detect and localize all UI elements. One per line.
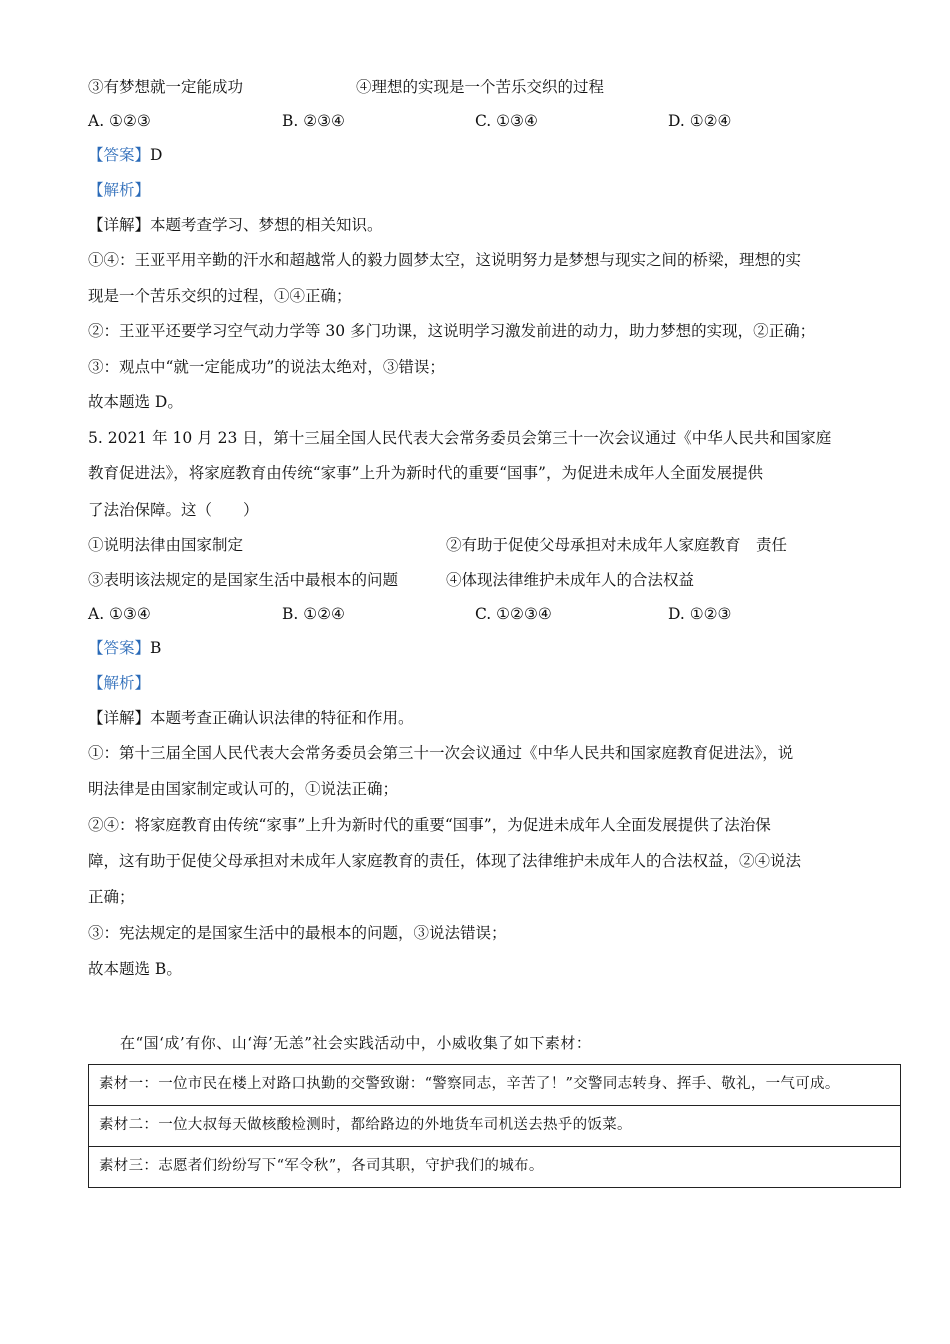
q5-choice-c: C. ①②③④ (475, 605, 552, 623)
materials-table (88, 1064, 901, 1188)
detail-text: 本题考查学习、梦想的相关知识。 (150, 216, 383, 234)
q4-detail-line: ②：王亚平还要学习空气动力学等 30 多门功课，这说明学习激发前进的动力，助力梦想的实现，②正确； (88, 322, 816, 340)
materials-intro: 在“国‘成’有你、山‘海’无恙”社会实践活动中，小威收集了如下素材： (120, 1034, 592, 1052)
q5-option-4: ④体现法律维护未成年人的合法权益 (446, 571, 695, 589)
q5-answer (88, 637, 161, 659)
q5-detail-line: ①：第十三届全国人民代表大会常务委员会第三十一次会议通过《中华人民共和国家庭教育促进法》，说 (88, 744, 794, 762)
table-row (89, 1065, 901, 1106)
detail-text: 本题考查正确认识法律的特征和作用。 (150, 709, 414, 727)
q4-detail-line: ①④：王亚平用辛勤的汗水和超越常人的毅力圆梦太空，这说明努力是梦想与现实之间的桥梁，理想的实 (88, 251, 802, 269)
q4-answer (88, 144, 162, 166)
q4-choice-a: A. ①②③ (88, 112, 151, 130)
table-row (89, 1106, 901, 1147)
q4-choice-c: C. ①③④ (475, 112, 538, 130)
q5-choice-a: A. ①③④ (88, 605, 151, 623)
q4-choice-b: B. ②③④ (282, 112, 345, 130)
q4-analysis-tag: 【解析】 (88, 181, 151, 199)
q5-detail-line: ②④：将家庭教育由传统“家事”上升为新时代的重要“国事”，为促进未成年人全面发展提供了法治保 (88, 816, 771, 834)
q5-option-1: ①说明法律由国家制定 (88, 536, 244, 554)
q5-choice-d: D. ①②③ (668, 605, 732, 623)
q5-stem-line: 了法治保障。这（ ） (88, 501, 259, 519)
detail-tag: 【详解】 (88, 216, 151, 234)
answer-tag: 【答案】 (88, 146, 151, 164)
q5-detail-intro (88, 707, 414, 729)
q5-detail-line: 正确； (88, 888, 135, 906)
answer-value: D (150, 146, 163, 164)
q5-detail-line: 明法律是由国家制定或认可的，①说法正确； (88, 780, 399, 798)
material-1: 素材一：一位市民在楼上对路口执勤的交警致谢：“警察同志，辛苦了！”交警同志转身、挥手、敬礼，一气可成。 (89, 1065, 901, 1106)
table-row (89, 1147, 901, 1188)
q4-conclusion: 故本题选 D。 (88, 393, 183, 411)
q4-detail-intro (88, 214, 383, 236)
q4-detail-line: ③：观点中“就一定能成功”的说法太绝对，③错误； (88, 358, 445, 376)
answer-tag: 【答案】 (88, 639, 151, 657)
q4-choice-d: D. ①②④ (668, 112, 732, 130)
q4-option-3: ③有梦想就一定能成功 (88, 78, 244, 96)
q5-option-3: ③表明该法规定的是国家生活中最根本的问题 (88, 571, 399, 589)
material-3: 素材三：志愿者们纷纷写下“军令秋”，各司其职，守护我们的城布。 (89, 1147, 901, 1188)
q5-conclusion: 故本题选 B。 (88, 960, 182, 978)
q4-detail-line: 现是一个苦乐交织的过程，①④正确； (88, 287, 352, 305)
q5-stem-line: 教育促进法》，将家庭教育由传统“家事”上升为新时代的重要“国事”，为促进未成年人全面发展提供 (88, 464, 763, 482)
material-2: 素材二：一位大叔每天做核酸检测时，都给路边的外地货车司机送去热乎的饭菜。 (89, 1106, 901, 1147)
q5-detail-line: 障，这有助于促使父母承担对未成年人家庭教育的责任，体现了法律维护未成年人的合法权益，②④说法 (88, 852, 802, 870)
q5-analysis-tag: 【解析】 (88, 674, 151, 692)
q4-option-4: ④理想的实现是一个苦乐交织的过程 (356, 78, 605, 96)
q5-stem-line: 5. 2021 年 10 月 23 日，第十三届全国人民代表大会常务委员会第三十一次会议通过《中华人民共和国家庭 (88, 429, 832, 447)
answer-value: B (150, 639, 162, 657)
q5-detail-line: ③：宪法规定的是国家生活中的最根本的问题，③说法错误； (88, 924, 507, 942)
detail-tag: 【详解】 (88, 709, 151, 727)
q5-option-2: ②有助于促使父母承担对未成年人家庭教育 责任 (446, 536, 788, 554)
q5-choice-b: B. ①②④ (282, 605, 345, 623)
